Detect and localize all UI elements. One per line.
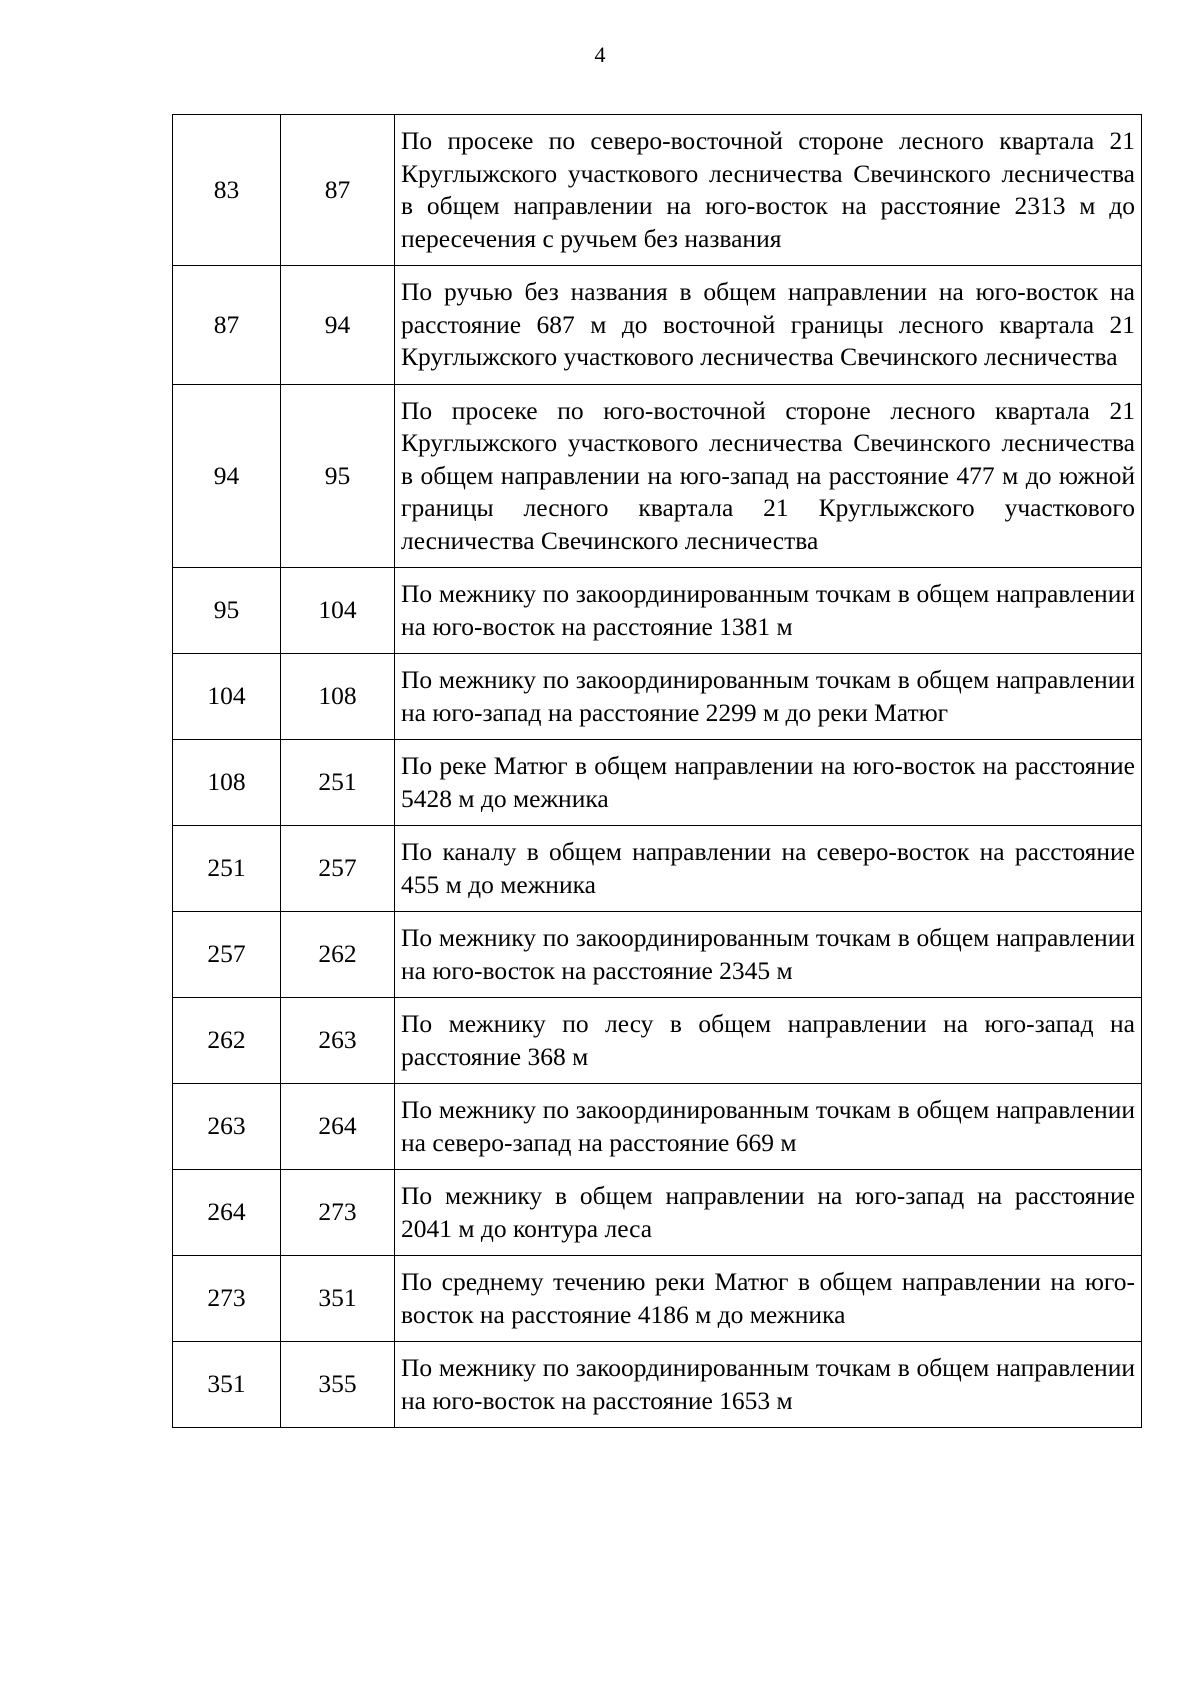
page-number: 4 bbox=[594, 42, 606, 67]
boundary-description-cell: По межнику по закоординированным точкам в общем направлении на юго-восток на расстояние 2345 м bbox=[395, 912, 1142, 998]
boundary-description-cell: По межнику по закоординированным точкам в общем направлении на северо-запад на расстояние 669 м bbox=[395, 1084, 1142, 1170]
point-to-cell: 251 bbox=[281, 740, 395, 826]
point-to-cell: 351 bbox=[281, 1256, 395, 1342]
point-to-cell: 263 bbox=[281, 998, 395, 1084]
point-from-cell: 83 bbox=[173, 115, 281, 266]
table-body bbox=[173, 115, 1142, 1428]
boundary-description-cell: По межнику по закоординированным точкам в общем направлении на юго-запад на расстояние 2299 м до реки Матюг bbox=[395, 654, 1142, 740]
table-row bbox=[173, 266, 1142, 385]
point-from-cell: 263 bbox=[173, 1084, 281, 1170]
boundary-description-cell: По просеке по юго-восточной стороне лесного квартала 21 Круглыжского участкового лесничества Свечинского лесничества в общем направлении на юго-запад на расстояние 477 м до южной границы лесного квартала 21 Круглыжского участкового лесничества Свечинского лесничества bbox=[395, 384, 1142, 568]
boundary-description-cell: По ручью без названия в общем направлении на юго-восток на расстояние 687 м до восточной границы лесного квартала 21 Круглыжского участкового лесничества Свечинского лесничества bbox=[395, 266, 1142, 385]
point-to-cell: 355 bbox=[281, 1342, 395, 1428]
table-row bbox=[173, 826, 1142, 912]
boundary-description-cell: По межнику по закоординированным точкам в общем направлении на юго-восток на расстояние 1381 м bbox=[395, 568, 1142, 654]
table-row bbox=[173, 568, 1142, 654]
table-row bbox=[173, 115, 1142, 266]
point-from-cell: 251 bbox=[173, 826, 281, 912]
point-from-cell: 351 bbox=[173, 1342, 281, 1428]
point-to-cell: 257 bbox=[281, 826, 395, 912]
boundary-description-cell: По просеке по северо-восточной стороне лесного квартала 21 Круглыжского участкового лесничества Свечинского лесничества в общем направлении на юго-восток на расстояние 2313 м до пересечения с ручьем без названия bbox=[395, 115, 1142, 266]
table-row bbox=[173, 912, 1142, 998]
point-from-cell: 264 bbox=[173, 1170, 281, 1256]
table-row bbox=[173, 1256, 1142, 1342]
boundary-description-cell: По каналу в общем направлении на северо-восток на расстояние 455 м до межника bbox=[395, 826, 1142, 912]
point-to-cell: 95 bbox=[281, 384, 395, 568]
table-row bbox=[173, 1342, 1142, 1428]
boundary-description-cell: По среднему течению реки Матюг в общем направлении на юго-восток на расстояние 4186 м до межника bbox=[395, 1256, 1142, 1342]
boundary-description-cell: По межнику в общем направлении на юго-запад на расстояние 2041 м до контура леса bbox=[395, 1170, 1142, 1256]
point-to-cell: 94 bbox=[281, 266, 395, 385]
point-from-cell: 87 bbox=[173, 266, 281, 385]
table-row bbox=[173, 998, 1142, 1084]
point-from-cell: 262 bbox=[173, 998, 281, 1084]
point-to-cell: 104 bbox=[281, 568, 395, 654]
point-to-cell: 264 bbox=[281, 1084, 395, 1170]
point-from-cell: 95 bbox=[173, 568, 281, 654]
table-row bbox=[173, 384, 1142, 568]
point-from-cell: 108 bbox=[173, 740, 281, 826]
boundary-description-cell: По межнику по закоординированным точкам в общем направлении на юго-восток на расстояние 1653 м bbox=[395, 1342, 1142, 1428]
point-from-cell: 94 bbox=[173, 384, 281, 568]
point-from-cell: 257 bbox=[173, 912, 281, 998]
table-row bbox=[173, 1170, 1142, 1256]
point-to-cell: 262 bbox=[281, 912, 395, 998]
boundary-description-cell: По реке Матюг в общем направлении на юго-восток на расстояние 5428 м до межника bbox=[395, 740, 1142, 826]
point-to-cell: 108 bbox=[281, 654, 395, 740]
table-row bbox=[173, 1084, 1142, 1170]
point-from-cell: 273 bbox=[173, 1256, 281, 1342]
point-to-cell: 273 bbox=[281, 1170, 395, 1256]
point-to-cell: 87 bbox=[281, 115, 395, 266]
table-row bbox=[173, 740, 1142, 826]
boundary-description-cell: По межнику по лесу в общем направлении на юго-запад на расстояние 368 м bbox=[395, 998, 1142, 1084]
table-row bbox=[173, 654, 1142, 740]
boundary-description-table bbox=[172, 114, 1142, 1428]
point-from-cell: 104 bbox=[173, 654, 281, 740]
